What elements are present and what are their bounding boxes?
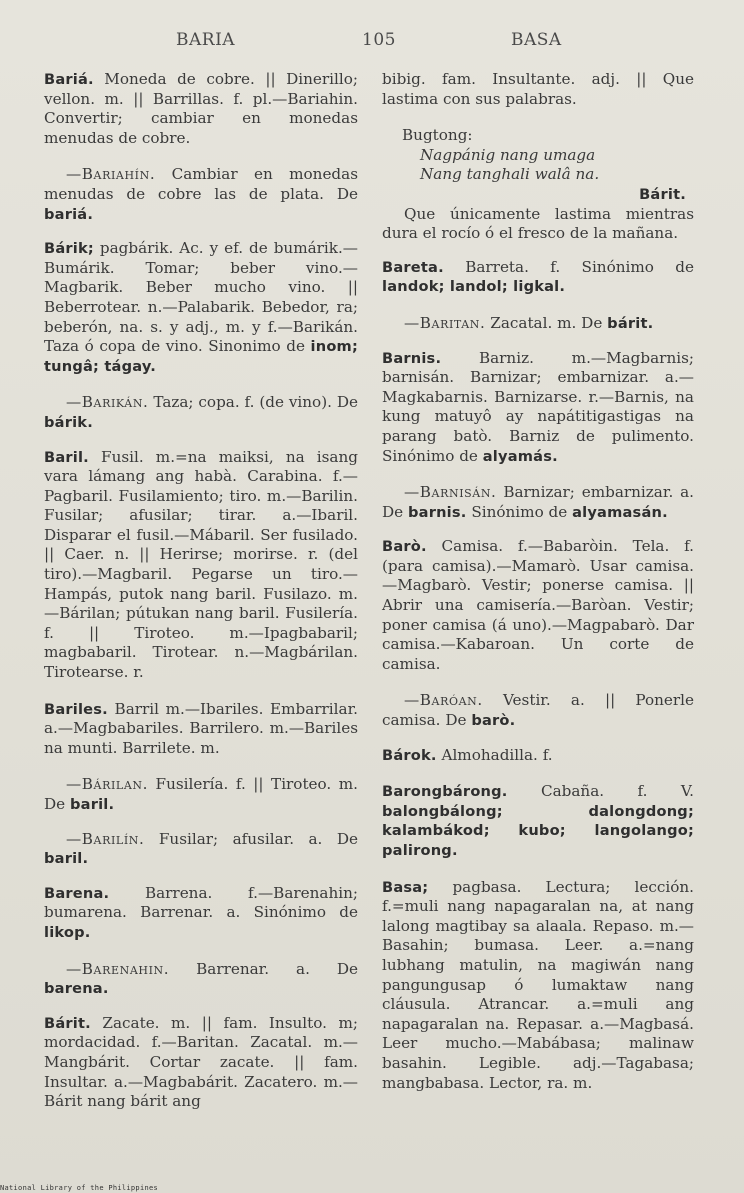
cross-reference: barnis.	[408, 503, 467, 521]
library-watermark: National Library of the Philippines	[0, 1184, 159, 1192]
riddle-meaning: Que únicamente lastima mientras dura el rocío ó el fresco de la mañana.	[382, 204, 694, 243]
headword: Bariá.	[44, 71, 94, 88]
headword: Barena.	[44, 884, 110, 902]
right-column	[382, 70, 694, 1110]
cross-reference: likop.	[44, 923, 91, 941]
sub-entry	[44, 775, 358, 814]
page-number: 105	[362, 30, 396, 50]
definition: pagbasa. Lectura; lección. f.=muli nang napagaralan na, at nang lalong magtibay sa alaala. Repaso. m.—Basahin; bumasa. Leer. a.=nang lubhang matulin, na magiwán nang pangungusap ó lumaktaw nang cláusula. Atrancar. a.=muli ang napagaralan na. Repasar. a.—Magbasá. Leer mucho.—Mabábasa; malinaw basahin. Legible. adj.—Tagabasa; mangbabasa. Lector, ra. m.	[382, 877, 694, 1092]
subword: —Baritan.	[404, 313, 486, 332]
cross-reference: inom; tungâ; tágay.	[44, 338, 358, 375]
riddle-line: Nang tanghali walâ na.	[420, 165, 600, 184]
definition: Camisa. f.—Babaròin. Tela. f. (para camisa).—Mamarò. Usar camisa.—Magbarò. Vestir; ponerse camisa. || Abrir una camisería.—Baròan. Vestir; poner camisa (á uno).—Magpabarò. Dar camisa.—Kabaroan. Un corte de camisa.	[382, 537, 694, 673]
dictionary-entry	[382, 746, 694, 766]
definition: Zacatal. m. De	[485, 313, 608, 332]
sub-entry	[44, 830, 358, 869]
headword: Barnis.	[382, 349, 442, 367]
sub-entry	[44, 960, 358, 999]
definition: Vestir. a. || Ponerle camisa. De	[382, 691, 694, 730]
definition: bibig. fam. Insultante. adj. || Que lastima con sus palabras.	[382, 70, 694, 108]
subword: —Baróan.	[404, 691, 483, 710]
dictionary-entry	[44, 884, 358, 943]
cross-reference: bárit.	[607, 314, 654, 332]
definition: Moneda de cobre. || Dinerillo; vellon. m. || Barrillas. f. pl.—Bariahin. Convertir; cambiar en monedas menudas de cobre.	[44, 70, 358, 147]
riddle-line: Nagpánig nang umaga	[420, 145, 596, 164]
cross-reference: alyamasán.	[572, 503, 668, 521]
subword: —Barikán.	[66, 393, 149, 412]
definition: Barril m.—Ibariles. Embarrilar. a.—Magbabariles. Barrilero. m.—Bariles na munti. Barrilete. m.	[44, 699, 358, 757]
headword: Barò.	[382, 538, 427, 556]
left-column	[44, 70, 358, 1129]
left-guide-word: BARIA	[176, 30, 236, 50]
subword: —Bariahín.	[66, 165, 156, 184]
definition: Fusilería. f. || Tiroteo. m. De	[44, 775, 358, 813]
dictionary-entry	[382, 258, 694, 297]
definition: Cabaña. f. V.	[507, 782, 694, 801]
dictionary-entry	[44, 239, 358, 376]
cross-reference: alyamás.	[482, 447, 558, 465]
subword: —Barilín.	[66, 829, 145, 848]
cross-reference: bariá.	[44, 205, 94, 223]
sub-entry	[382, 691, 694, 730]
cross-reference: bárik.	[44, 413, 93, 431]
cross-reference: balongbálong; dalongdong; kalambákod; kubo; langolango; palirong.	[382, 802, 694, 859]
right-guide-word: BASA	[511, 30, 562, 50]
subword: —Barnisán.	[404, 483, 497, 502]
headword: Bárok.	[382, 746, 437, 764]
headword: Bárik;	[44, 240, 94, 258]
sub-entry	[382, 314, 694, 334]
definition: Barrena. f.—Barenahin; bumarena. Barrenar. a. Sinónimo de	[44, 883, 358, 922]
headword: Basa;	[382, 878, 429, 896]
subword: —Barenahin.	[66, 959, 170, 978]
subword: —Bárilan.	[66, 775, 149, 794]
dictionary-entry	[44, 700, 358, 759]
cross-reference: barena.	[44, 980, 109, 998]
cross-reference: baril.	[44, 850, 89, 868]
definition: Cambiar en monedas menudas de cobre las de plata. De	[44, 165, 358, 203]
headword: Bareta.	[382, 258, 444, 276]
definition-tail: Sinónimo de	[466, 502, 573, 521]
riddle-label: Bugtong:	[402, 126, 473, 145]
dictionary-entry	[44, 448, 358, 683]
headword: Barongbárong.	[382, 783, 508, 801]
dictionary-entry	[382, 537, 694, 674]
definition: Zacate. m. || fam. Insulto. m; mordacidad. f.—Baritan. Zacatal. m.—Mangbárit. Cortar zacate. || fam. Insultar. a.—Magbabárit. Zacatero. m.—Bárit nang bárit ang	[44, 1013, 358, 1111]
riddle-answer: Bárit.	[639, 185, 686, 203]
cross-reference: landok; landol; ligkal.	[382, 278, 566, 296]
definition: Barreta. f. Sinónimo de	[443, 257, 694, 276]
headword: Baril.	[44, 448, 89, 466]
definition: Fusilar; afusilar. a. De	[144, 829, 358, 848]
definition: Barrenar. a. De	[169, 959, 358, 978]
entry-continuation	[382, 70, 694, 109]
sub-entry	[44, 165, 358, 224]
definition: Fusil. m.=na maiksi, na isang vara lámang ang habà. Carabina. f.—Pagbaril. Fusilamiento; tiro. m.—Barilin. Fusilar; afusilar; tirar. a.—Ibaril. Disparar el fusil.—Mábaril. Ser fusilado. || Caer. n. || Herirse; morirse. r. (del tiro).—Magbaril. Pegarse un tiro.—Hampás, putok nang baril. Fusilazo. m.—Bárilan; pútukan nang baril. Fusilería. f. || Tiroteo. m.—Ipagbabaril; magbabaril. Tirotear. n.—Magbárilan. Tirotearse. r.	[44, 447, 358, 682]
definition: Almohadilla. f.	[436, 745, 553, 764]
headword: Bariles.	[44, 700, 108, 718]
headword: Bárit.	[44, 1014, 91, 1032]
running-head	[0, 30, 744, 54]
sub-entry	[382, 483, 694, 522]
definition: Barniz. m.—Magbarnis; barnisán. Barnizar; embarnizar. a.—Magkabarnis. Barnizarse. r.—Barnis, na kung matuyô ay napátitigastigas na parang batò. Barniz de pulimento. Sinónimo de	[382, 348, 694, 465]
definition: Taza; copa. f. (de vino). De	[148, 393, 358, 412]
dictionary-entry	[44, 1014, 358, 1112]
definition: Barnizar; embarnizar. a. De	[382, 483, 694, 521]
dictionary-entry	[44, 70, 358, 148]
riddle-block	[382, 126, 694, 244]
dictionary-entry	[382, 878, 694, 1094]
dictionary-entry	[382, 782, 694, 860]
cross-reference: barò.	[471, 712, 516, 730]
cross-reference: baril.	[70, 796, 115, 813]
dictionary-entry	[382, 349, 694, 467]
definition: pagbárik. Ac. y ef. de bumárik.—Bumárik. Tomar; beber vino.—Magbarik. Beber mucho vino. || Beberrotear. n.—Palabarik. Bebedor, ra; beberón, na. s. y adj., m. y f.—Barikán. Taza ó copa de vino. Sinonimo de	[44, 239, 358, 356]
sub-entry	[44, 393, 358, 432]
